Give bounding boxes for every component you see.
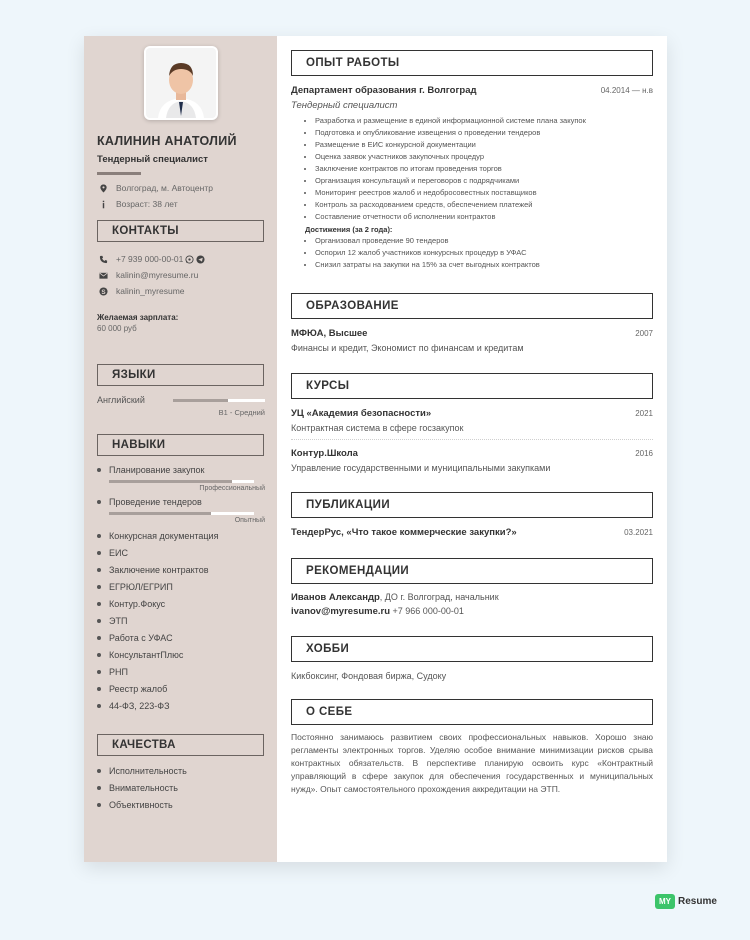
sidebar [84, 36, 277, 862]
duty-item: • Организация консультаций и переговоров с подрядчиками [315, 175, 653, 187]
duty-item: • Мониторинг реестров жалоб и недобросовестных поставщиков [315, 187, 653, 199]
language-name: Английский [97, 395, 145, 405]
about-heading: О СЕБЕ [291, 699, 653, 725]
experience-dates: 04.2014 — н.в [600, 86, 653, 95]
salary-label: Желаемая зарплата: [97, 313, 179, 322]
recommender-name: Иванов Александр [291, 592, 380, 603]
phone-line [97, 254, 265, 264]
location-text: Волгоград, м. Автоцентр [116, 183, 213, 193]
skill-item: 44-ФЗ, 223-ФЗ [97, 697, 265, 714]
skill-level-bar [109, 480, 254, 483]
logo-word: Resume [678, 896, 717, 907]
experience-heading: ОПЫТ РАБОТЫ [291, 50, 653, 76]
course-org: УЦ «Академия безопасности» [291, 408, 432, 419]
qualities-list [97, 762, 265, 813]
achievement-item: • Снизил затраты на закупки на 15% за счет выгодных контрактов [315, 259, 653, 271]
skype-line [97, 286, 265, 296]
phone-icon [97, 255, 110, 264]
myresume-logo[interactable] [655, 894, 717, 909]
profile-photo [144, 46, 218, 120]
skill-item: Реестр жалоб [97, 680, 265, 697]
course-divider [291, 439, 653, 440]
phone-text[interactable]: +7 939 000-00-01 [116, 254, 184, 264]
about-text: Постоянно занимаюсь развитием своих профессиональных навыков. Хорошо знаю регламенты электронных торгов. Уделяю особое внимание минимизации рисков срыва контрактных обязательств. В перспективе планирую освоить курс «Контрактный управляющий в сфере закупок для обеспечения государственных и муниципальных нужд». Опыт самостоятельного прохождения аккредитации на ЭТП. [291, 732, 653, 794]
position-title: Тендерный специалист [291, 100, 398, 111]
mail-icon [97, 271, 110, 280]
skill-name: Планирование закупок [109, 464, 205, 475]
name-underline [97, 172, 141, 175]
language-level-bar [173, 399, 265, 402]
quality-item: Исполнительность [97, 762, 265, 779]
recommender-details: , ДО г. Волгоград, начальник [379, 592, 499, 602]
duty-item: • Размещение в ЕИС конкурсной документации [315, 139, 653, 151]
rated-skills [97, 461, 265, 524]
main-content [277, 36, 667, 862]
duty-item: • Заключение контрактов по итогам проведения торгов [315, 163, 653, 175]
publications-heading: ПУБЛИКАЦИИ [291, 492, 653, 518]
duty-item: • Контроль за расходованием средств, обеспечением платежей [315, 199, 653, 211]
skill-level-bar [109, 512, 254, 515]
recommendations-heading: РЕКОМЕНДАЦИИ [291, 558, 653, 584]
skill-item: ЭТП [97, 612, 265, 629]
candidate-job-title: Тендерный специалист [97, 154, 208, 165]
logo-badge: MY [655, 894, 675, 909]
skill-level: Опытный [234, 517, 265, 524]
skills-list [97, 527, 265, 714]
info-icon [97, 200, 110, 209]
contacts-heading: КОНТАКТЫ [97, 220, 264, 242]
company-name: Департамент образования г. Волгоград [291, 85, 477, 96]
education-entry [291, 328, 653, 353]
email-text[interactable]: kalinin@myresume.ru [116, 270, 199, 280]
recommender-phone: +7 966 000-00-01 [390, 606, 464, 616]
publication-text: ТендерРус, «Что такое коммерческие закупки?» [291, 527, 517, 538]
skill-level: Профессиональный [199, 485, 265, 492]
course-entry [291, 448, 653, 473]
course-name: Управление государственными и муниципальными закупками [291, 463, 551, 473]
skype-icon [97, 287, 110, 296]
age-line [97, 199, 265, 209]
achievement-item: • Оспорил 12 жалоб участников конкурсных процедур в УФАС [315, 247, 653, 259]
svg-text:S: S [101, 288, 106, 296]
rated-skill-item [97, 493, 265, 524]
location-line [97, 183, 265, 193]
duty-item: • Оценка заявок участников закупочных процедур [315, 151, 653, 163]
course-year: 2016 [635, 449, 653, 458]
hobbies-heading: ХОББИ [291, 636, 653, 662]
skill-item: ЕГРЮЛ/ЕГРИП [97, 578, 265, 595]
skill-name: Проведение тендеров [109, 496, 202, 507]
skype-text[interactable]: kalinin_myresume [116, 286, 185, 296]
skill-item: ЕИС [97, 544, 265, 561]
candidate-name: КАЛИНИН АНАТОЛИЙ [97, 134, 237, 148]
duties-list [291, 115, 653, 223]
experience-entry [291, 85, 653, 271]
skill-item: КонсультантПлюс [97, 646, 265, 663]
education-heading: ОБРАЗОВАНИЕ [291, 293, 653, 319]
skills-heading: НАВЫКИ [97, 434, 264, 456]
rated-skill-item [97, 461, 265, 492]
qualities-heading: КАЧЕСТВА [97, 734, 264, 756]
course-org: Контур.Школа [291, 448, 358, 459]
skill-item: Работа с УФАС [97, 629, 265, 646]
quality-item: Объективность [97, 796, 265, 813]
telegram-icon [196, 255, 205, 264]
duty-item: • Подготовка и опубликование извещения о проведении тендеров [315, 127, 653, 139]
publication-entry [291, 527, 653, 538]
whatsapp-icon [185, 255, 194, 264]
duty-item: • Составление отчетности об исполнении контрактов [315, 211, 653, 223]
language-level: B1 - Средний [218, 408, 265, 417]
hobbies-text: Кикбоксинг, Фондовая биржа, Судоку [291, 671, 447, 681]
location-pin-icon [97, 184, 110, 193]
school-name: МФЮА, Высшее [291, 328, 368, 339]
course-year: 2021 [635, 409, 653, 418]
education-year: 2007 [635, 329, 653, 338]
age-text: Возраст: 38 лет [116, 199, 178, 209]
achievements-list [291, 235, 653, 271]
achievements-title: Достижения (за 2 года): [305, 225, 393, 234]
skill-item: РНП [97, 663, 265, 680]
resume-page [84, 36, 667, 862]
salary-value: 60 000 руб [97, 324, 137, 333]
course-name: Контрактная система в сфере госзакупок [291, 423, 464, 433]
skill-item: Конкурсная документация [97, 527, 265, 544]
recommender-email[interactable]: ivanov@myresume.ru [291, 606, 391, 617]
achievement-item: • Организовал проведение 90 тендеров [315, 235, 653, 247]
publication-date: 03.2021 [624, 528, 653, 537]
courses-heading: КУРСЫ [291, 373, 653, 399]
skill-item: Контур.Фокус [97, 595, 265, 612]
skill-item: Заключение контрактов [97, 561, 265, 578]
duty-item: • Разработка и размещение в единой информационной системе плана закупок [315, 115, 653, 127]
email-line [97, 270, 265, 280]
recommendation-entry [291, 592, 653, 617]
education-field: Финансы и кредит, Экономист по финансам и кредитам [291, 343, 524, 353]
language-item [97, 395, 265, 417]
quality-item: Внимательность [97, 779, 265, 796]
languages-heading: ЯЗЫКИ [97, 364, 264, 386]
course-entry [291, 408, 653, 433]
